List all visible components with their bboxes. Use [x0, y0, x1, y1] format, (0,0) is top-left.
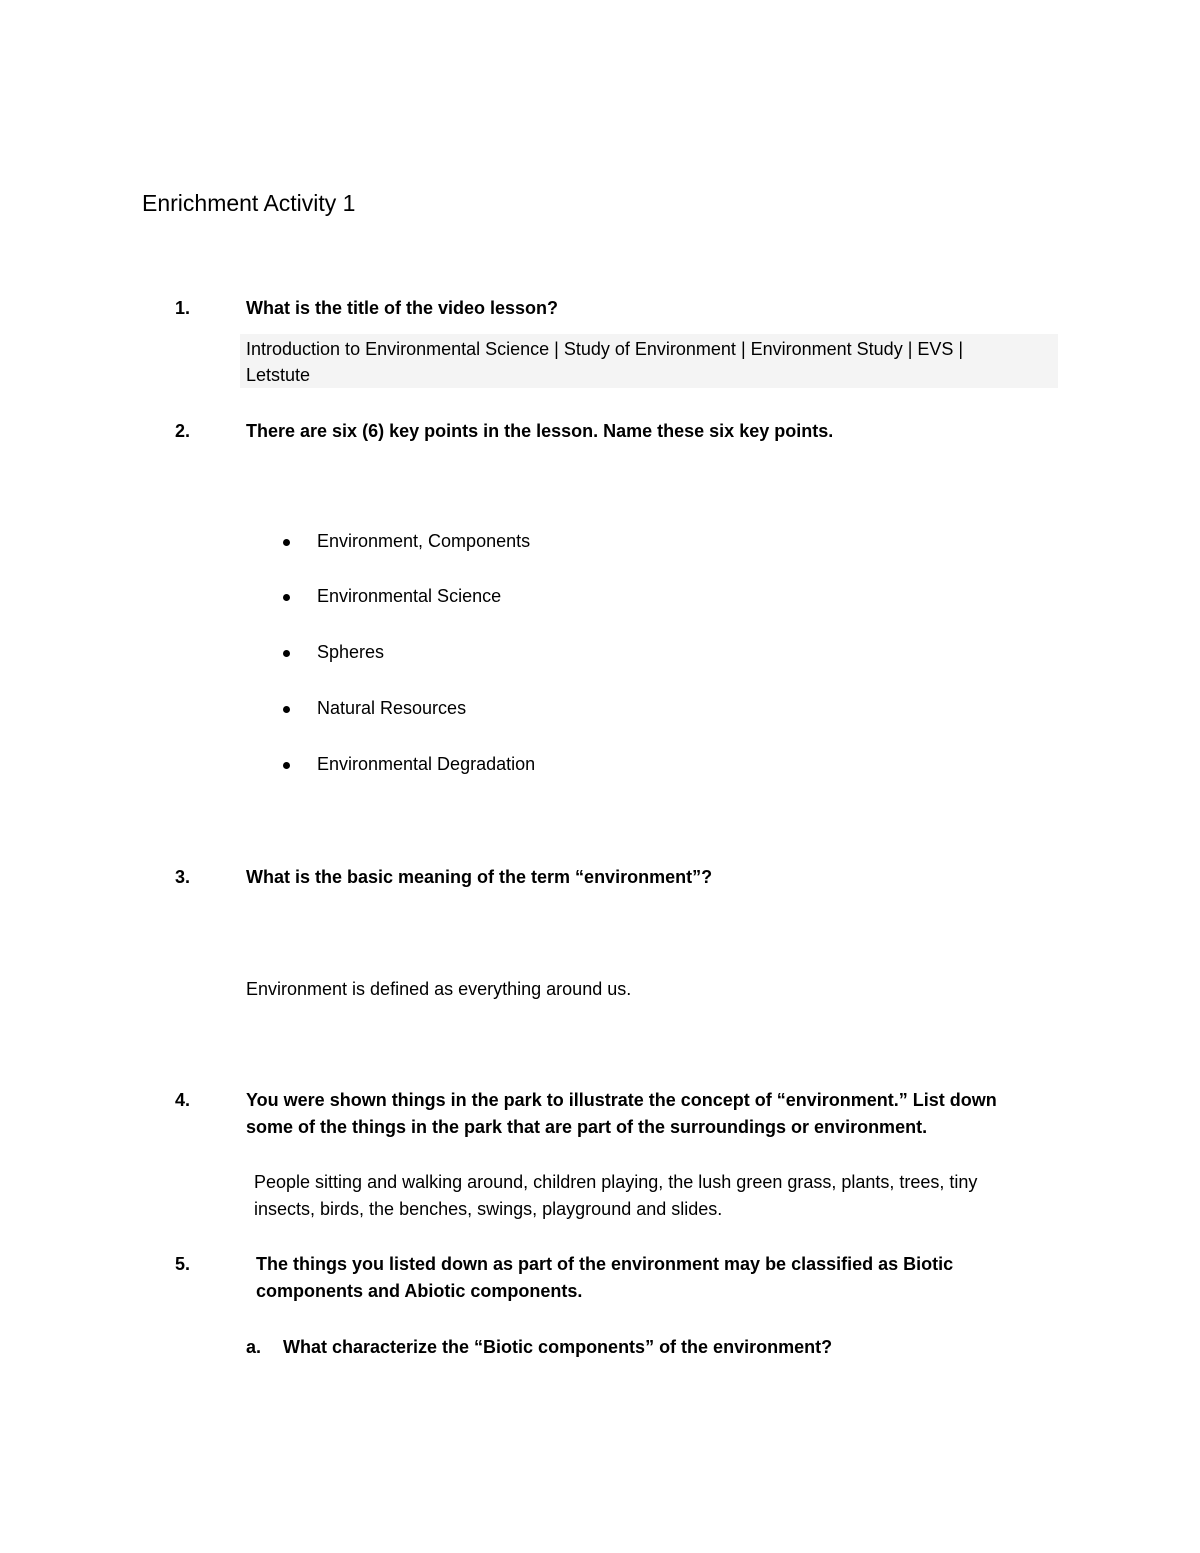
question-text: What is the basic meaning of the term “environment”?: [246, 867, 713, 887]
answer-text: Letstute: [246, 365, 311, 385]
question-text: What is the title of the video lesson?: [246, 298, 559, 318]
question-text: components and Abiotic components.: [256, 1281, 583, 1301]
question-number: 1.: [175, 298, 191, 318]
question-text: The things you listed down as part of the environment may be classified as Biotic: [256, 1254, 954, 1274]
list-item: Environmental Science: [317, 586, 502, 606]
list-item: Spheres: [317, 642, 385, 662]
question-number: 2.: [175, 421, 191, 441]
list-item: Natural Resources: [317, 698, 467, 718]
list-item: Environment, Components: [317, 531, 531, 551]
answer-text: Introduction to Environmental Science | Study of Environment | Environment Study | EVS |: [246, 339, 964, 359]
bullet-icon: [283, 594, 290, 601]
bullet-icon: [283, 539, 290, 546]
sub-question-label: a.: [246, 1337, 262, 1357]
bullet-icon: [283, 762, 290, 769]
answer-text: Environment is defined as everything around us.: [246, 979, 632, 999]
question-number: 4.: [175, 1090, 191, 1110]
bullet-icon: [283, 706, 290, 713]
bullet-icon: [283, 650, 290, 657]
question-text: You were shown things in the park to illustrate the concept of “environment.” List down: [246, 1090, 997, 1110]
question-text: some of the things in the park that are part of the surroundings or environment.: [246, 1117, 928, 1137]
question-number: 5.: [175, 1254, 191, 1274]
question-text: There are six (6) key points in the lesson. Name these six key points.: [246, 421, 834, 441]
page-title: Enrichment Activity 1: [142, 190, 356, 216]
question-number: 3.: [175, 867, 191, 887]
sub-question-text: What characterize the “Biotic components” of the environment?: [283, 1337, 833, 1357]
answer-text: insects, birds, the benches, swings, playground and slides.: [254, 1199, 723, 1219]
answer-text: People sitting and walking around, children playing, the lush green grass, plants, trees, tiny: [254, 1172, 978, 1192]
list-item: Environmental Degradation: [317, 754, 536, 774]
